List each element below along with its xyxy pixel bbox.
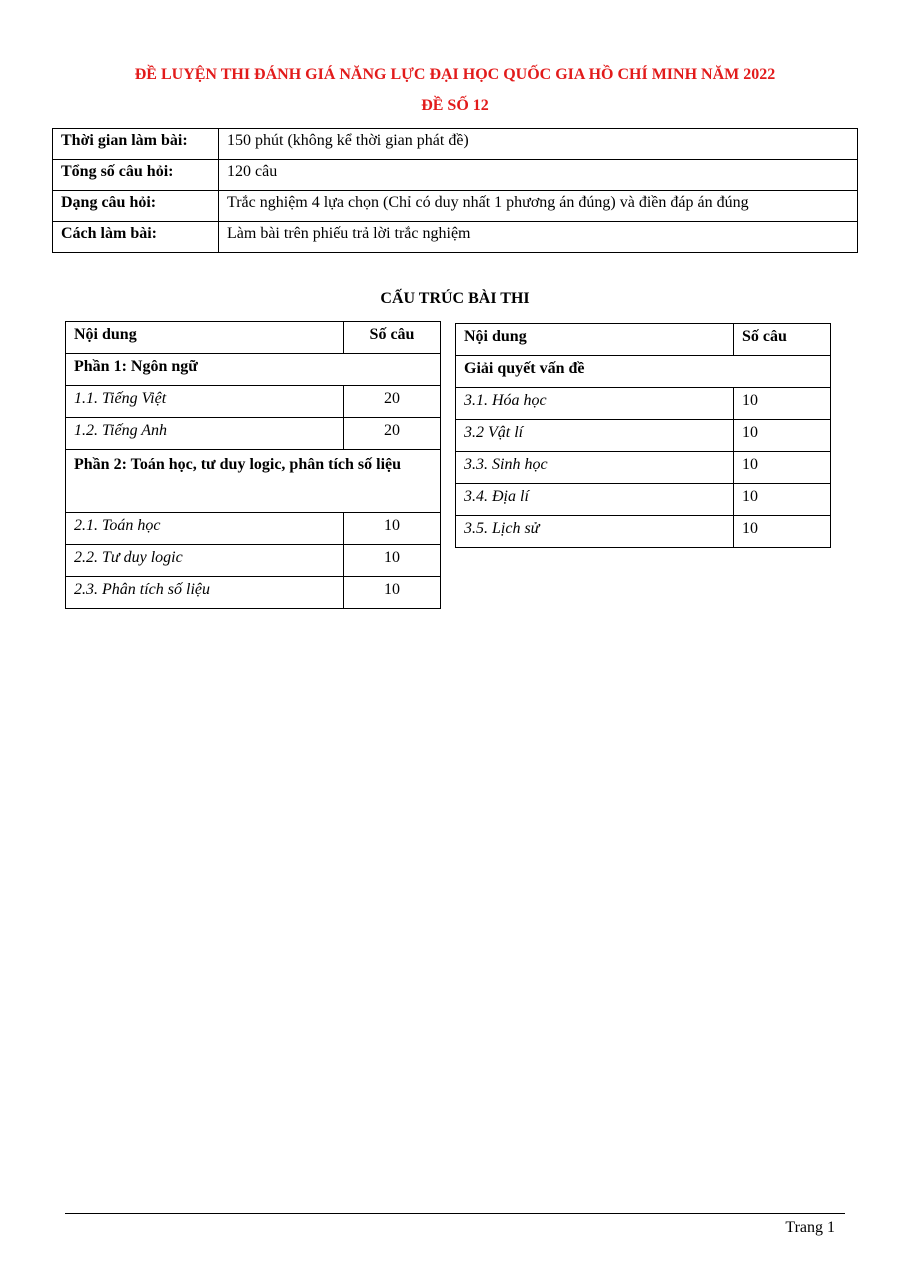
exam-info-table xyxy=(52,128,858,253)
info-row xyxy=(53,222,858,253)
table-row xyxy=(456,516,831,548)
column-header-content: Nội dung xyxy=(66,322,344,354)
page-number: Trang 1 xyxy=(785,1219,835,1236)
document-subtitle: ĐỀ SỐ 12 xyxy=(421,97,489,114)
item-count: 10 xyxy=(734,484,831,516)
item-count: 10 xyxy=(734,388,831,420)
table-header-row xyxy=(456,324,831,356)
info-label: Cách làm bài: xyxy=(53,222,219,253)
item-name: 3.4. Địa lí xyxy=(456,484,734,516)
table-row xyxy=(456,484,831,516)
section-row xyxy=(456,356,831,388)
section-row xyxy=(66,450,441,513)
document-title: ĐỀ LUYỆN THI ĐÁNH GIÁ NĂNG LỰC ĐẠI HỌC QUỐC GIA HỒ CHÍ MINH NĂM 2022 xyxy=(134,66,776,83)
info-value: 150 phút (không kể thời gian phát đề) xyxy=(219,129,858,160)
table-row xyxy=(66,418,441,450)
info-label: Thời gian làm bài: xyxy=(53,129,219,160)
item-name: 3.1. Hóa học xyxy=(456,388,734,420)
table-row xyxy=(66,545,441,577)
table-row xyxy=(66,386,441,418)
item-name: 1.2. Tiếng Anh xyxy=(66,418,344,450)
table-row xyxy=(66,577,441,609)
item-count: 20 xyxy=(344,386,441,418)
info-value: Trắc nghiệm 4 lựa chọn (Chỉ có duy nhất 1 phương án đúng) và điền đáp án đúng xyxy=(219,191,858,222)
info-label: Tổng số câu hỏi: xyxy=(53,160,219,191)
item-name: 1.1. Tiếng Việt xyxy=(66,386,344,418)
info-row xyxy=(53,160,858,191)
section-title: Phần 2: Toán học, tư duy logic, phân tích số liệu xyxy=(66,450,441,513)
section-row xyxy=(66,354,441,386)
table-row xyxy=(456,420,831,452)
footer-divider xyxy=(65,1213,845,1214)
item-count: 20 xyxy=(344,418,441,450)
item-count: 10 xyxy=(734,452,831,484)
item-name: 3.5. Lịch sử xyxy=(456,516,734,548)
table-header-row xyxy=(66,322,441,354)
table-row xyxy=(456,388,831,420)
item-count: 10 xyxy=(734,516,831,548)
info-label: Dạng câu hỏi: xyxy=(53,191,219,222)
structure-table-left xyxy=(65,321,441,609)
structure-table-right xyxy=(455,323,831,548)
column-header-count: Số câu xyxy=(344,322,441,354)
item-count: 10 xyxy=(344,545,441,577)
item-name: 3.3. Sinh học xyxy=(456,452,734,484)
table-row xyxy=(456,452,831,484)
item-name: 2.2. Tư duy logic xyxy=(66,545,344,577)
item-count: 10 xyxy=(344,513,441,545)
info-value: Làm bài trên phiếu trả lời trắc nghiệm xyxy=(219,222,858,253)
section-title: Giải quyết vấn đề xyxy=(456,356,831,388)
table-row xyxy=(66,513,441,545)
column-header-count: Số câu xyxy=(734,324,831,356)
item-count: 10 xyxy=(344,577,441,609)
section-title: Phần 1: Ngôn ngữ xyxy=(66,354,441,386)
item-count: 10 xyxy=(734,420,831,452)
item-name: 2.3. Phân tích số liệu xyxy=(66,577,344,609)
info-value: 120 câu xyxy=(219,160,858,191)
column-header-content: Nội dung xyxy=(456,324,734,356)
item-name: 3.2 Vật lí xyxy=(456,420,734,452)
info-row xyxy=(53,191,858,222)
structure-heading: CẤU TRÚC BÀI THI xyxy=(380,290,530,307)
info-row xyxy=(53,129,858,160)
item-name: 2.1. Toán học xyxy=(66,513,344,545)
